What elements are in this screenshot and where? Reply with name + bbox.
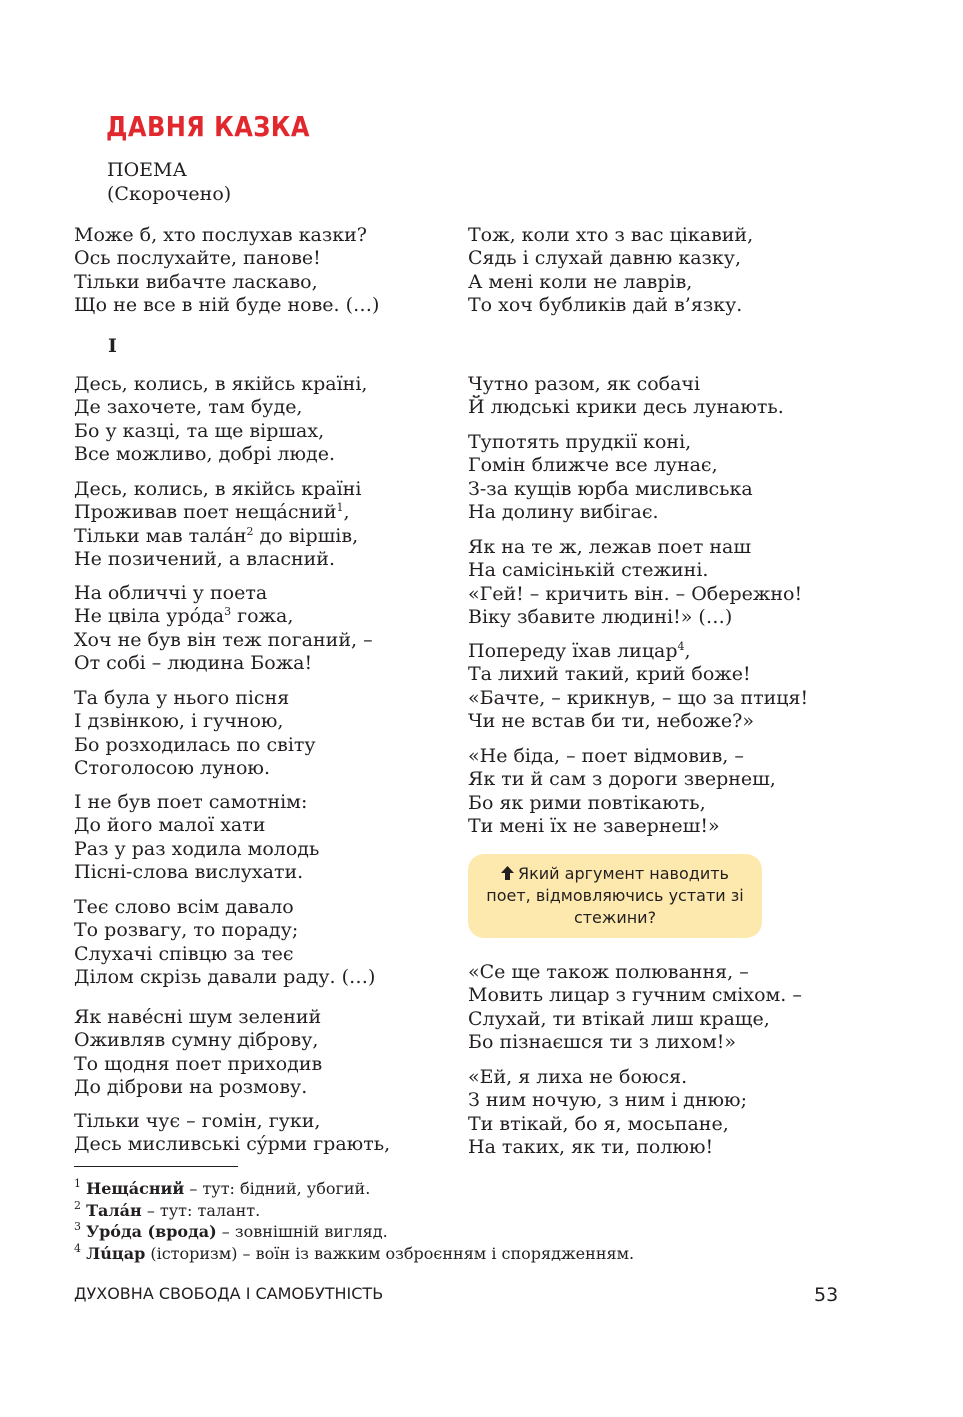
- arrow-up-icon: [501, 863, 514, 885]
- footnote-divider: [74, 1166, 238, 1167]
- footnote-item: $^1$ Нещáсний – тут: бідний, убогий.: [74, 1177, 371, 1198]
- stanza: «Се ще також полювання, – Мовить лицар з гучним сміхом. – Слухай, ти втікай лиш краще, Бо пізнаєшся ти з лихом!»: [468, 961, 802, 1053]
- stanza: Як на те ж, лежав поет наш На самісінькій стежині. «Гей! – кричить він. – Обережно! Віку збавите людині!» (…): [468, 536, 803, 628]
- stanza: Тож, коли хто з вас цікавий, Сядь і слухай давню казку, А мені коли не лаврів, То хоч бубликів дай в’язку.: [468, 224, 754, 316]
- stanza: Попереду їхав лицар$^4$, Та лихий такий, крий боже! «Бачте, – крикнув, – що за птиця! Чи не встав би ти, небоже?»: [468, 640, 809, 732]
- poem-title: ДАВНЯ КАЗКА: [106, 110, 310, 143]
- stanza: Теє слово всім давало То розвагу, то пораду; Слухачі співцю за теє Ділом скрізь давали раду. (…): [74, 896, 376, 988]
- section-title: ДУХОВНА СВОБОДА І САМОБУТНІСТЬ: [74, 1284, 384, 1303]
- part-number: I: [108, 335, 117, 357]
- stanza: Десь, колись, в якійсь країні, Де захочете, там буде, Бо у казці, та ще віршах, Все можливо, добрі люде.: [74, 373, 368, 465]
- stanza: І не був поет самотнім: До його малої хати Раз у раз ходила молодь Пісні-слова вислухати.: [74, 791, 320, 883]
- stanza: «Не біда, – поет відмовив, – Як ти й сам з дороги звернеш, Бо як рими повтікають, Ти мені їх не завернеш!»: [468, 745, 776, 837]
- line-with-footnote: Попереду їхав лицар$^4$,: [468, 640, 691, 662]
- genre-label: ПОЕМА: [107, 159, 187, 181]
- question-text: Який аргумент наводить поет, відмовляючись устати зі стежини?: [486, 864, 744, 927]
- line-with-footnote: Проживав поет нещáсний$^1$,: [74, 501, 350, 524]
- footnote-item: $^3$ Урóда (врода) – зовнішній вигляд.: [74, 1220, 388, 1241]
- stanza: Чутно разом, як собачі Й людські крики десь лунають.: [468, 373, 784, 419]
- line-with-footnote: Не цвіла урóда$^3$ гожа,: [74, 605, 294, 628]
- footnote-item: $^2$ Талáн – тут: талант.: [74, 1198, 261, 1220]
- stanza: Десь, колись, в якійсь країні Проживав поет нещáсний$^1$, Тільки мав талáн$^2$ до віршів, Не позичений, а власний.: [74, 478, 362, 570]
- stanza: Може б, хто послухав казки? Ось послухайте, панове! Тільки вибачте ласкаво, Що не все в ній буде нове. (…): [74, 224, 380, 316]
- stanza: Тупотять прудкії коні, Гомін ближче все лунає, З-за кущів юрба мисливська На долину вибігає.: [468, 431, 753, 523]
- footnote-item: $^4$ Лúцар (історизм) – воїн із важким озброєнням і спорядженням.: [74, 1241, 635, 1263]
- stanza: На обличчі у поета Не цвіла урóда$^3$ гожа, Хоч не був він теж поганий, – От собі – людина Божа!: [74, 582, 373, 674]
- stanza: Як навéсні шум зелений Оживляв сумну діброву, То щодня поет приходив До діброви на розмову.: [74, 1006, 323, 1098]
- stanza: «Ей, я лиха не боюся. З ним ночую, з ним і днюю; Ти втікай, бо я, мосьпане, На таких, як ти, полюю!: [468, 1066, 747, 1158]
- abridged-note: (Скорочено): [107, 183, 232, 205]
- line-with-footnote: Тільки мав талáн$^2$ до віршів,: [74, 524, 359, 547]
- stanza: Та була у нього пісня І дзвінкою, і гучною, Бо розходилась по світу Стоголосою луною.: [74, 687, 316, 779]
- footnotes: [74, 1178, 634, 1264]
- poem-subtitle: [107, 158, 231, 206]
- question-box: [468, 854, 762, 938]
- stanza: Тільки чує – гомін, гуки, Десь мисливські сýрми грають,: [74, 1110, 391, 1156]
- page-number: 53: [814, 1284, 839, 1306]
- question-content: [478, 863, 752, 929]
